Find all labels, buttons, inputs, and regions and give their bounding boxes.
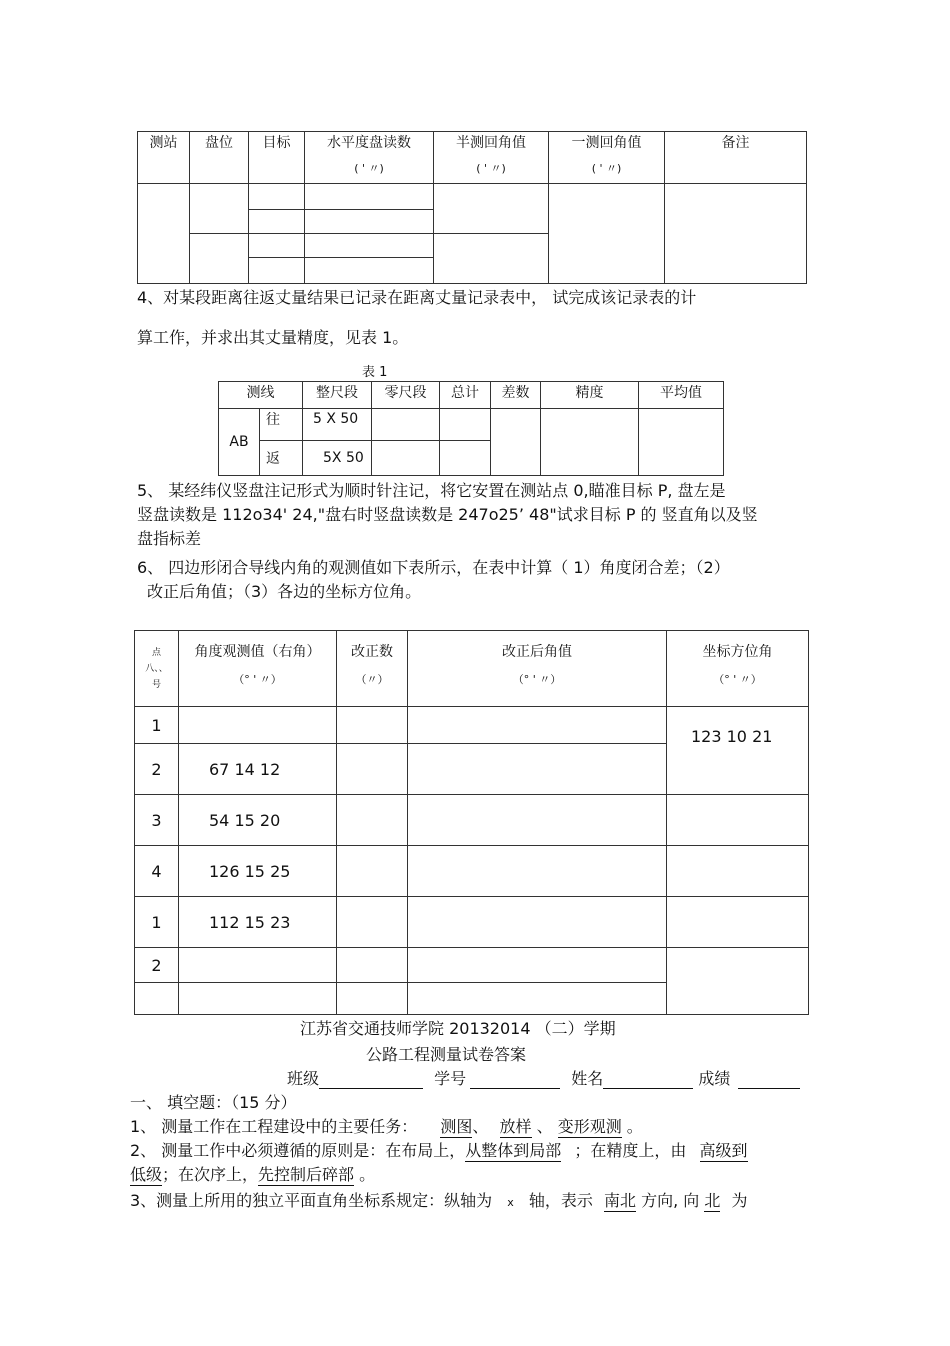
cell <box>440 441 491 476</box>
cell <box>408 897 667 948</box>
answer-1: 1、 测量工作在工程建设中的主要任务： 测图、 放样 、 变形观测 。 <box>130 1114 643 1138</box>
observation-table <box>137 131 807 284</box>
answer-3 <box>130 1188 748 1212</box>
whole-forward: 5 X 50 <box>303 409 372 441</box>
answer-2-blank-2a: 高级到 <box>700 1138 748 1162</box>
azimuth-first: 123 10 21 <box>667 707 809 795</box>
cell <box>667 897 809 948</box>
cell <box>305 184 434 210</box>
cell <box>667 948 809 1015</box>
cell <box>305 258 434 284</box>
school-header: 江苏省交通技师学院 20132014 （二）学期 <box>300 1019 616 1038</box>
cell <box>337 846 408 897</box>
direction-forward: 往 <box>260 409 303 441</box>
cell <box>440 409 491 441</box>
point-number: 3 <box>135 795 179 846</box>
header-full-round: 一测回角值 ( ' 〃) <box>549 132 665 184</box>
answer-2-blank-1: 从整体到局部 <box>465 1138 561 1162</box>
cell <box>408 948 667 983</box>
answer-title: 公路工程测量试卷答案 <box>366 1045 527 1064</box>
header-target: 目标 <box>249 132 305 184</box>
answer-3-axis: x <box>507 1196 514 1209</box>
header-partial-tape: 零尺段 <box>372 382 440 409</box>
answer-1-prefix: 1、 测量工作在工程建设中的主要任务： <box>130 1117 418 1136</box>
observed-angle <box>179 707 337 744</box>
traverse-table <box>134 630 809 1015</box>
answer-1-blank-1: 测图 <box>440 1114 472 1138</box>
cell <box>408 795 667 846</box>
direction-backward: 返 <box>260 441 303 476</box>
cell <box>337 948 408 983</box>
header-face: 盘位 <box>190 132 249 184</box>
whole-backward: 5X 50 <box>303 441 372 476</box>
cell <box>665 184 807 284</box>
answer-2-prefix: 2、 测量工作中必须遵循的原则是：在布局上， <box>130 1141 466 1160</box>
answer-2-line2: 低级；在次序上，先控制后碎部 。 <box>130 1162 375 1186</box>
cell <box>408 846 667 897</box>
answer-1-blank-2: 放样 <box>500 1114 532 1138</box>
point-number: 1 <box>135 707 179 744</box>
table1-caption: 表 1 <box>362 365 388 380</box>
cell <box>434 184 549 234</box>
cell <box>408 707 667 744</box>
score-field[interactable] <box>738 1072 800 1089</box>
point-number: 2 <box>135 948 179 983</box>
cell <box>337 744 408 795</box>
answer-3-blank-1: 南北 <box>604 1188 636 1212</box>
header-azimuth: 坐标方位角 （° ' 〃） <box>667 631 809 707</box>
cell <box>491 409 541 476</box>
cell <box>305 210 434 234</box>
cell <box>541 409 639 476</box>
cell <box>337 897 408 948</box>
answer-3-prefix: 3、测量上所用的独立平面直角坐标系规定：纵轴为 <box>130 1191 493 1210</box>
answer-3-mid2: 方向, 向 <box>641 1191 700 1210</box>
header-average: 平均值 <box>639 382 724 409</box>
line-ab: AB <box>219 409 260 476</box>
id-label: 学号 <box>434 1069 467 1088</box>
cell <box>249 210 305 234</box>
question-5-line3: 盘指标差 <box>137 529 202 548</box>
answer-3-blank-2: 北 <box>704 1188 720 1212</box>
question-4-line1: 4、对某段距离往返丈量结果已记录在距离丈量记录表中， 试完成该记录表的计 <box>137 288 697 307</box>
header-remarks: 备注 <box>665 132 807 184</box>
header-precision: 精度 <box>541 382 639 409</box>
point-number <box>135 983 179 1015</box>
point-number: 4 <box>135 846 179 897</box>
score-label: 成绩 <box>698 1069 731 1088</box>
observed-angle <box>179 983 337 1015</box>
question-4-line2: 算工作，并求出其丈量精度，见表 1。 <box>137 328 409 347</box>
section-1-title: 一、 填空题：（15 分） <box>130 1093 297 1112</box>
header-correction: 改正数 （〃） <box>337 631 408 707</box>
answer-2-mid2: ；在次序上， <box>162 1165 259 1184</box>
cell <box>337 983 408 1015</box>
cell <box>249 234 305 258</box>
observed-angle: 126 15 25 <box>179 846 337 897</box>
point-number: 1 <box>135 897 179 948</box>
header-horizontal-reading: 水平度盘读数 ( ' 〃) <box>305 132 434 184</box>
cell <box>305 234 434 258</box>
cell <box>249 258 305 284</box>
point-number: 2 <box>135 744 179 795</box>
answer-2-line1 <box>130 1138 748 1162</box>
header-corrected-angle: 改正后角值 （° ' 〃） <box>408 631 667 707</box>
cell <box>337 707 408 744</box>
class-field[interactable] <box>319 1072 423 1089</box>
cell <box>249 184 305 210</box>
header-observed-angle: 角度观测值（右角） （° ' 〃） <box>179 631 337 707</box>
answer-2-mid: ；在精度上，由 <box>574 1141 687 1160</box>
cell <box>372 409 440 441</box>
header-line: 测线 <box>219 382 303 409</box>
header-point: 点 八、、 号 <box>135 631 179 707</box>
header-total: 总计 <box>440 382 491 409</box>
cell <box>337 795 408 846</box>
cell <box>549 184 665 284</box>
name-label: 姓名 <box>571 1069 604 1088</box>
answer-3-mid: 轴，表示 <box>528 1191 593 1210</box>
cell <box>190 184 249 234</box>
observed-angle <box>179 948 337 983</box>
cell <box>408 983 667 1015</box>
cell <box>408 744 667 795</box>
observed-angle: 54 15 20 <box>179 795 337 846</box>
class-label: 班级 <box>287 1069 320 1088</box>
answer-3-end: 为 <box>731 1191 748 1210</box>
cell <box>138 184 190 284</box>
cell <box>667 846 809 897</box>
name-field[interactable] <box>603 1072 693 1089</box>
header-station: 测站 <box>138 132 190 184</box>
answer-2-blank-3: 先控制后碎部 <box>258 1162 354 1186</box>
question-6-line2: 改正后角值；（3）各边的坐标方位角。 <box>147 582 422 601</box>
header-half-round: 半测回角值 ( ' 〃) <box>434 132 549 184</box>
id-field[interactable] <box>470 1072 560 1089</box>
cell <box>434 234 549 284</box>
student-info-row <box>287 1066 800 1089</box>
answer-2-blank-2b: 低级 <box>130 1162 162 1186</box>
header-whole-tape: 整尺段 <box>303 382 372 409</box>
cell <box>667 795 809 846</box>
question-5-line2: 竖盘读数是 112o34' 24,"盘右时竖盘读数是 247o25’ 48"试求目标 P 的 竖直角以及竖 <box>137 505 758 524</box>
question-5-line1: 5、 某经纬仪竖盘注记形式为顺时针注记，将它安置在测站点 0,瞄准目标 P, 盘左是 <box>137 481 726 500</box>
question-6-line1: 6、 四边形闭合导线内角的观测值如下表所示，在表中计算（ 1）角度闭合差；（2） <box>137 558 730 577</box>
header-difference: 差数 <box>491 382 541 409</box>
observed-angle: 67 14 12 <box>179 744 337 795</box>
answer-1-blank-3: 变形观测 <box>558 1114 622 1138</box>
cell <box>372 441 440 476</box>
cell <box>190 234 249 284</box>
distance-table <box>218 381 724 476</box>
cell <box>639 409 724 476</box>
observed-angle: 112 15 23 <box>179 897 337 948</box>
